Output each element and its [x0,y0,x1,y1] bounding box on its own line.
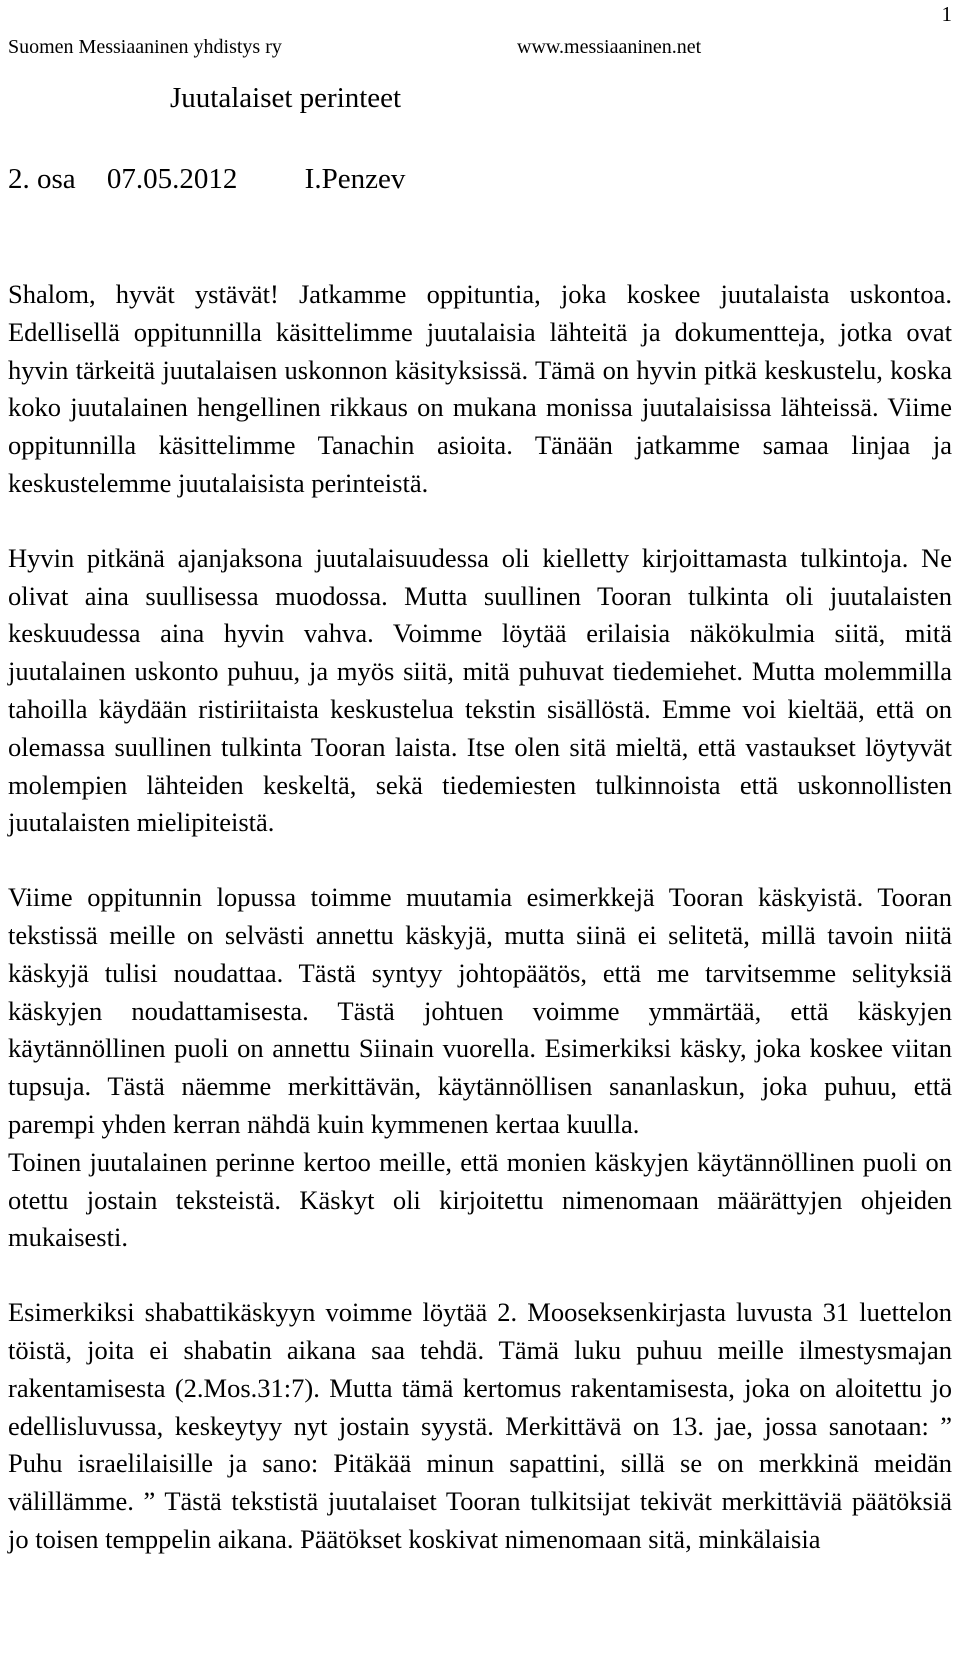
paragraph-2: Hyvin pitkänä ajanjaksona juutalaisuudessa oli kielletty kirjoittamasta tulkintoja. Ne olivat aina suullisessa muodossa. Mutta suullinen Tooran tulkinta oli juutalaisten keskuudessa aina hyvin vahva. Voimme löytää erilaisia näkökulmia siitä, mitä juutalainen uskonto puhuu, ja myös siitä, mitä puhuvat tiedemiehet. Mutta molemmilla tahoilla käydään ristiriitaista keskustelua tekstin sisällöstä. Emme voi kieltää, että on olemassa suullinen tulkinta Tooran laista. Itse olen sitä mieltä, että vastaukset löytyvät molempien lähteiden keskeltä, sekä tiedemiesten tulkinnoista että uskonnollisten juutalaisten mielipiteistä. [8,542,952,838]
document-meta [8,161,405,197]
document-date: 07.05.2012 [106,163,238,195]
website-url: www.messiaaninen.net [517,36,702,58]
paragraph-3: Viime oppitunnin lopussa toimme muutamia esimerkkejä Tooran käskyistä. Tooran tekstissä meille on selvästi annettu käskyjä, mutta siinä ei selitetä, millä tavoin niitä käskyjä tulisi noudattaa. Tästä syntyy johtopäätös, että me tarvitsemme selityksiä käskyjen noudattamisesta. Tästä johtuen voimme ymmärtää, että käskyjen käytännöllinen puoli on annettu Siinain vuorella. Esimerkiksi käsky, joka koskee viitan tupsuja. Tästä näemme merkittävän, käytännöllisen sananlaskun, joka puhuu, että parempi yhden kerran nähdä kuin kymmenen kertaa kuulla. [8,882,952,1139]
paragraph-4: Toinen juutalainen perinne kertoo meille, että monien käskyjen käytännöllinen puoli on otettu jostain teksteistä. Käskyt oli kirjoitettu nimenomaan määrättyjen ohjeiden mukaisesti. [8,1146,952,1253]
organization-name: Suomen Messiaaninen yhdistys ry [8,36,282,58]
page-number: 1 [941,2,952,26]
document-body [8,276,952,1559]
paragraph-5: Esimerkiksi shabattikäskyyn voimme löytää 2. Mooseksenkirjasta luvusta 31 luettelon töistä, joita ei shabatin aikana saa tehdä. Tämä luku puhuu meille ilmestysmajan rakentamisesta (2.Mos.31:7). Mutta tämä kertomus rakentamisesta, joka on aloitettu jo edellisluvussa, keskeytyy nyt jostain syystä. Merkittävä on 13. jae, jossa sanotaan: ” Puhu israelilaisille ja sano: Pitäkää minun sapattini, sillä se on merkkinä meidän välillämme. ” Tästä tekstistä juutalaiset Tooran tulkitsijat tekivät merkittäviä päätöksiä jo toisen temppelin aikana. Päätökset koskivat nimenomaan sitä, minkälaisia [8,1297,952,1554]
document-author: I.Penzev [304,163,406,195]
paragraph-1: Shalom, hyvät ystävät! Jatkamme oppituntia, joka koskee juutalaista uskontoa. Edellisellä oppitunnilla käsittelimme juutalaisia lähteitä ja dokumentteja, jotka ovat hyvin tärkeitä juutalaisen uskonnon käsityksissä. Tämä on hyvin pitkä keskustelu, koska koko juutalainen hengellinen rikkaus on mukana monissa juutalaisissa lähteissä. Viime oppitunnilla käsittelimme Tanachin asioita. Tänään jatkamme samaa linjaa ja keskustelemme juutalaisista perinteistä. [8,279,952,498]
part-number: 2. osa [8,163,76,195]
document-title: Juutalaiset perinteet [170,82,402,114]
